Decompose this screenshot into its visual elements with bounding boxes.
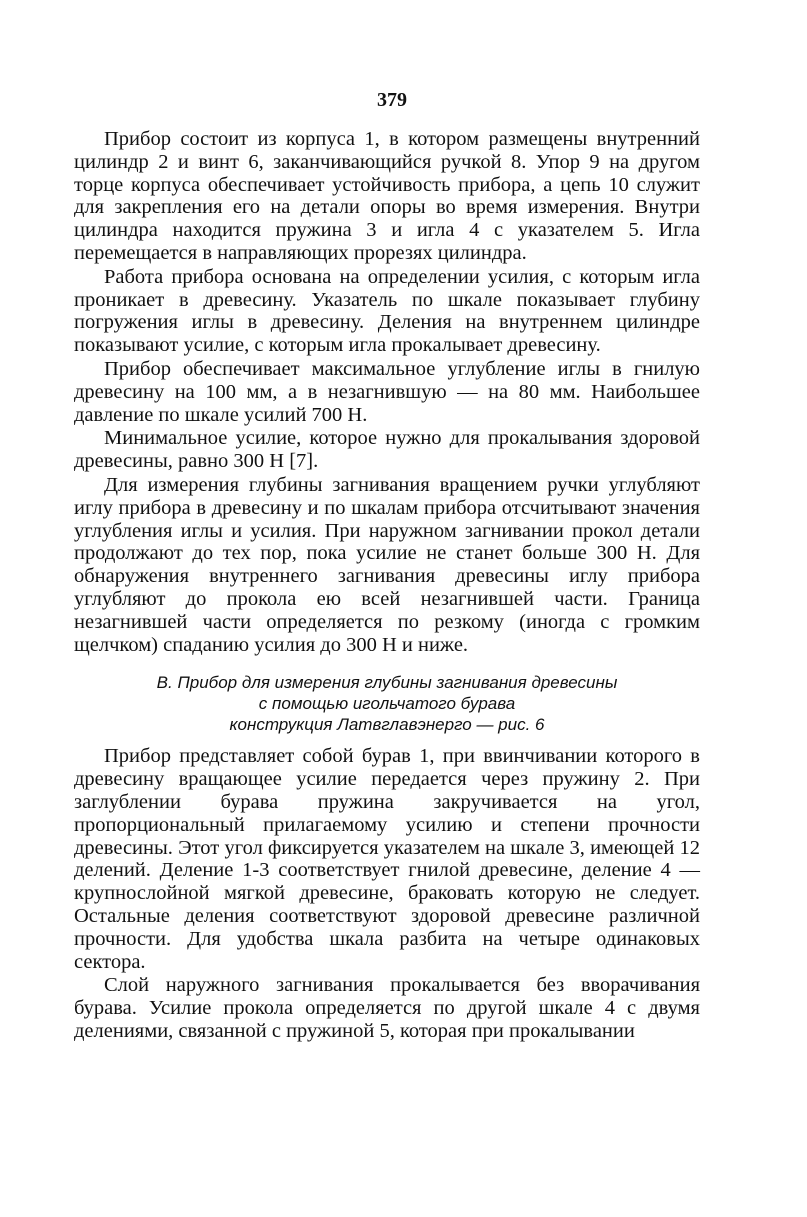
page-number: 379 bbox=[377, 89, 407, 111]
section-heading-line-3: конструкция Латвглавэнерго — рис. 6 bbox=[229, 715, 545, 735]
paragraph-max-depth: Прибор обеспечивает максимальное углубление иглы в гнилую древесину на 100 мм, а в незагнившую — на 80 мм. Наибольшее давление по шкале усилий 700 Н. bbox=[74, 357, 700, 426]
paragraph-auger-description: Прибор представляет собой бурав 1, при ввинчивании которого в древесину вращающее усилие передается через пружину 2. При заглублении бурава пружина закручивается на угол, пропорциональный прилагаемому усилию и степени прочности древесины. Этот угол фиксируется указателем на шкале 3, имеющей 12 делений. Деление 1-3 соответствует гнилой древесине, деление 4 — крупнослойной мягкой древесине, браковать которую не следует. Остальные деления соответствуют здоровой древесине различной прочности. Для удобства шкала разбита на четыре одинаковых сектора. bbox=[74, 745, 700, 973]
section-heading-line-2: с помощью игольчатого бурава bbox=[258, 694, 516, 714]
book-page bbox=[74, 88, 700, 1044]
paragraph-device-structure: Прибор состоит из корпуса 1, в котором размещены внутренний цилиндр 2 и винт 6, заканчивающийся ручкой 8. Упор 9 на другом торце корпуса обеспечивает устойчивость прибора, а цепь 10 служит для закрепления его на детали опоры во время измерения. Внутри цилиндра находится пружина 3 и игла 4 с указателем 5. Игла перемещается в направляющих прорезях цилиндра. bbox=[74, 128, 700, 264]
paragraph-outer-decay-layer: Слой наружного загнивания прокалывается без вворачивания бурава. Усилие прокола определяется по другой шкале 4 с двумя делениями, связанной с пружиной 5, которая при прокалывании bbox=[74, 974, 700, 1042]
section-heading-line-1: В. Прибор для измерения глубины загнивания древесины bbox=[156, 673, 618, 693]
paragraph-measurement-procedure: Для измерения глубины загнивания вращением ручки углубляют иглу прибора в древесину и по шкалам прибора отсчитывают значения углубления иглы и усилия. При наружном загнивании прокол детали продолжают до тех пор, пока усилие не станет больше 300 Н. Для обнаружения внутреннего загнивания древесины иглу прибора углубляют до прокола ею всей незагнившей части. Граница незагнившей части определяется по резкому (иногда с громким щелчком) спаданию усилия до 300 Н и ниже. bbox=[74, 473, 700, 656]
section-heading bbox=[74, 672, 700, 735]
paragraph-operating-principle: Работа прибора основана на определении усилия, с которым игла проникает в древесину. Указатель по шкале показывает глубину погружения иглы в древесину. Деления на внутреннем цилиндре показывают усилие, с которым игла прокалывает древесину. bbox=[74, 265, 700, 357]
paragraph-min-force: Минимальное усилие, которое нужно для прокалывания здоровой древесины, равно 300 Н [7]. bbox=[74, 427, 700, 473]
